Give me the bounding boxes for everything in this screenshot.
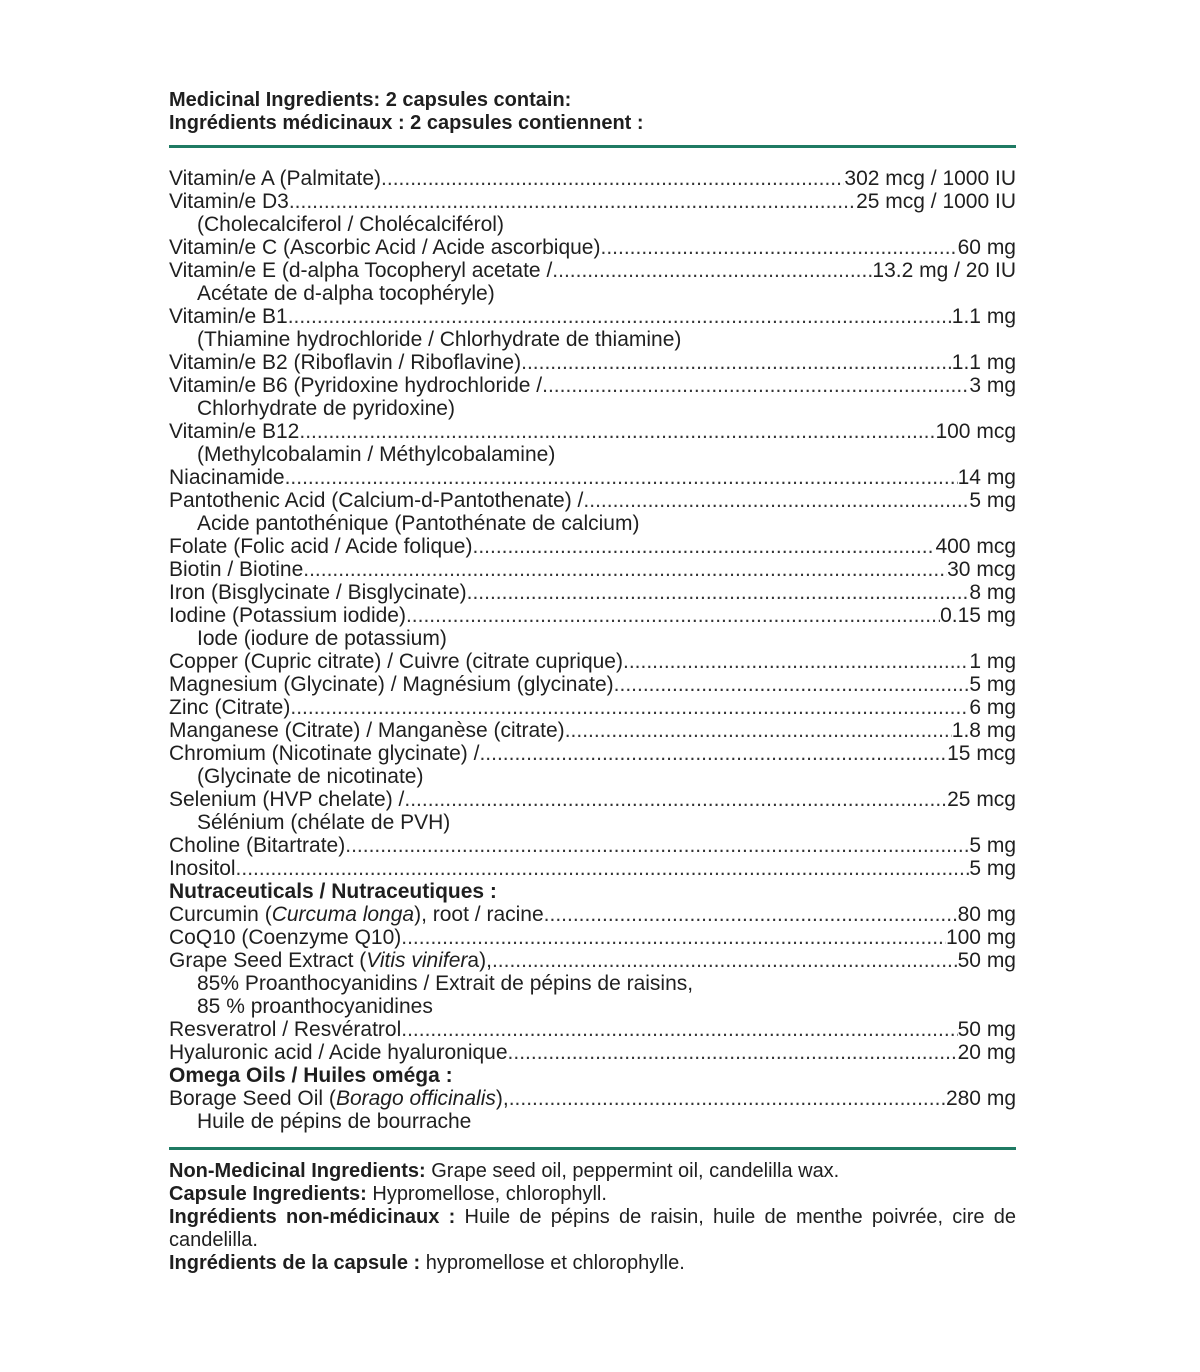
paragraph-label: Non-Medicinal Ingredients:: [169, 1160, 426, 1182]
dot-leader: [290, 696, 969, 719]
ingredient-name: Copper (Cupric citrate) / Cuivre (citrate cuprique): [169, 650, 623, 673]
ingredient-row: [169, 420, 1016, 443]
ingredient-row: [169, 466, 1016, 489]
paragraph-label: Ingrédients non-médicinaux :: [169, 1206, 456, 1228]
dot-leader: [583, 489, 969, 512]
ingredient-name: Vitamin/e E (d-alpha Tocopheryl acetate /: [169, 259, 553, 282]
paragraph-label: Capsule Ingredients:: [169, 1183, 367, 1205]
ingredient-amount: 1.1 mg: [951, 351, 1016, 374]
ingredient-subline: Acide pantothénique (Pantothénate de calcium): [197, 512, 640, 535]
ingredient-subline: Acétate de d-alpha tocophéryle): [197, 282, 495, 305]
ingredient-name: CoQ10 (Coenzyme Q10): [169, 926, 402, 949]
ingredient-row: [169, 489, 1016, 512]
ingredient-name: [169, 903, 544, 926]
dot-leader: [299, 420, 935, 443]
ingredient-row: [169, 167, 1016, 190]
ingredient-amount: 25 mcg / 1000 IU: [856, 190, 1016, 213]
ingredient-amount: 60 mg: [957, 236, 1016, 259]
ingredient-amount: 15 mcg: [947, 742, 1016, 765]
latin-name: Borago officinalis: [335, 1087, 496, 1110]
dot-leader: [552, 259, 872, 282]
ingredient-name: Inositol: [169, 857, 236, 880]
dot-leader: [467, 581, 970, 604]
ingredient-amount: 400 mcg: [935, 535, 1016, 558]
ingredient-name-part: ),: [495, 1087, 509, 1110]
ingredient-row: [169, 719, 1016, 742]
ingredient-amount: 14 mg: [957, 466, 1016, 489]
non-medicinal-paragraph: [169, 1206, 1016, 1252]
ingredient-subline: Sélénium (chélate de PVH): [197, 811, 451, 834]
ingredient-row: [169, 374, 1016, 397]
ingredient-row: [169, 190, 1016, 213]
ingredient-amount: 1 mg: [969, 650, 1016, 673]
dot-leader: [508, 1041, 958, 1064]
ingredient-name: Iron (Bisglycinate / Bisglycinate): [169, 581, 467, 604]
ingredient-subline: (Thiamine hydrochloride / Chlorhydrate de thiamine): [197, 328, 682, 351]
dot-leader: [236, 857, 970, 880]
ingredient-name: Iodine (Potassium iodide): [169, 604, 406, 627]
section-heading: Nutraceuticals / Nutraceutiques :: [169, 880, 497, 903]
ingredient-amount: 50 mg: [957, 1018, 1016, 1041]
paragraph-text: Huile de pépins de raisin, huile de menthe poivrée, cire de candelilla.: [169, 1206, 1016, 1251]
medicinal-ingredient-list: [169, 167, 1016, 1133]
ingredient-amount: 13.2 mg / 20 IU: [872, 259, 1016, 282]
ingredient-name: Folate (Folic acid / Acide folique): [169, 535, 473, 558]
ingredient-subline: Huile de pépins de bourrache: [197, 1110, 472, 1133]
ingredient-subline: (Methylcobalamin / Méthylcobalamine): [197, 443, 556, 466]
dot-leader: [600, 236, 957, 259]
dot-leader: [345, 834, 969, 857]
ingredient-amount: 100 mg: [945, 926, 1016, 949]
dot-leader: [479, 742, 947, 765]
ingredient-name: Manganese (Citrate) / Manganèse (citrate): [169, 719, 565, 742]
dot-leader: [509, 1087, 946, 1110]
ingredient-row: [169, 305, 1016, 328]
ingredient-row: [169, 650, 1016, 673]
ingredient-subline: Chlorhydrate de pyridoxine): [197, 397, 455, 420]
dot-leader: [289, 190, 856, 213]
dot-leader: [401, 1018, 957, 1041]
ingredient-name: [169, 949, 492, 972]
ingredients-panel: [169, 89, 1016, 1275]
header-french: Ingrédients médicinaux : 2 capsules contiennent :: [169, 112, 644, 134]
ingredient-row: [169, 903, 1016, 926]
ingredient-name: Vitamin/e C (Ascorbic Acid / Acide ascorbique): [169, 236, 601, 259]
ingredient-row: [169, 1018, 1016, 1041]
ingredient-name: Chromium (Nicotinate glycinate) /: [169, 742, 480, 765]
dot-leader: [303, 558, 947, 581]
ingredient-name-part: Curcumin (: [169, 903, 272, 926]
latin-name: Vitis vinifer: [366, 949, 468, 972]
dot-leader: [401, 926, 946, 949]
dot-leader: [565, 719, 952, 742]
top-divider: [169, 145, 1016, 148]
ingredient-subline: 85% Proanthocyanidins / Extrait de pépins de raisins,: [197, 972, 694, 995]
ingredient-name: Selenium (HVP chelate) /: [169, 788, 405, 811]
ingredient-amount: 302 mcg / 1000 IU: [844, 167, 1016, 190]
ingredient-name: Biotin / Biotine: [169, 558, 304, 581]
ingredient-row: [169, 535, 1016, 558]
ingredient-name-part: ), root / racine: [414, 903, 544, 926]
ingredient-row: [169, 857, 1016, 880]
dot-leader: [492, 949, 958, 972]
ingredient-subline: (Glycinate de nicotinate): [197, 765, 424, 788]
ingredient-name: Vitamin/e B6 (Pyridoxine hydrochloride /: [169, 374, 543, 397]
ingredient-amount: 5 mg: [969, 673, 1016, 696]
paragraph-text: hypromellose et chlorophylle.: [420, 1252, 685, 1274]
ingredient-name: Choline (Bitartrate): [169, 834, 346, 857]
dot-leader: [285, 466, 958, 489]
latin-name: Curcuma longa: [271, 903, 415, 926]
ingredient-row: [169, 926, 1016, 949]
paragraph-text: Hypromellose, chlorophyll.: [366, 1183, 607, 1205]
ingredient-row: [169, 696, 1016, 719]
non-medicinal-paragraph: [169, 1160, 1016, 1183]
dot-leader: [614, 673, 970, 696]
ingredient-amount: 6 mg: [969, 696, 1016, 719]
ingredient-name-part: Grape Seed Extract (: [169, 949, 367, 972]
ingredient-row: [169, 834, 1016, 857]
ingredient-name: Vitamin/e A (Palmitate): [169, 167, 382, 190]
ingredient-name: Vitamin/e B1: [169, 305, 288, 328]
ingredient-name: [169, 1087, 509, 1110]
ingredient-amount: 280 mg: [945, 1087, 1016, 1110]
ingredient-amount: 20 mg: [957, 1041, 1016, 1064]
ingredient-name-part: a),: [467, 949, 492, 972]
ingredient-name: Pantothenic Acid (Calcium-d-Pantothenate) /: [169, 489, 584, 512]
ingredient-amount: 5 mg: [969, 489, 1016, 512]
ingredient-row: [169, 259, 1016, 282]
non-medicinal-section: [169, 1160, 1016, 1275]
dot-leader: [544, 903, 958, 926]
ingredient-row: [169, 558, 1016, 581]
non-medicinal-paragraph: [169, 1183, 1016, 1206]
dot-leader: [472, 535, 935, 558]
dot-leader: [404, 788, 947, 811]
ingredient-name: Vitamin/e D3: [169, 190, 289, 213]
ingredient-subline: 85 % proanthocyanidines: [197, 995, 433, 1018]
ingredient-name: Hyaluronic acid / Acide hyaluronique: [169, 1041, 508, 1064]
ingredient-amount: 1.8 mg: [951, 719, 1016, 742]
ingredient-amount: 5 mg: [969, 857, 1016, 880]
paragraph-text: Grape seed oil, peppermint oil, candelilla wax.: [425, 1160, 840, 1182]
bottom-divider: [169, 1147, 1016, 1150]
ingredient-row: [169, 788, 1016, 811]
ingredient-row: [169, 236, 1016, 259]
dot-leader: [288, 305, 952, 328]
ingredient-row: [169, 949, 1016, 972]
ingredient-amount: 8 mg: [969, 581, 1016, 604]
ingredient-row: [169, 742, 1016, 765]
ingredient-row: [169, 673, 1016, 696]
ingredient-amount: 1.1 mg: [951, 305, 1016, 328]
ingredient-name-part: Borage Seed Oil (: [169, 1087, 336, 1110]
ingredient-row: [169, 604, 1016, 627]
ingredient-amount: 25 mcg: [947, 788, 1016, 811]
dot-leader: [521, 351, 952, 374]
ingredient-amount: 50 mg: [957, 949, 1016, 972]
non-medicinal-paragraph: [169, 1252, 1016, 1275]
ingredient-name: Magnesium (Glycinate) / Magnésium (glycinate): [169, 673, 614, 696]
ingredient-row: [169, 581, 1016, 604]
ingredient-name: Zinc (Citrate): [169, 696, 291, 719]
ingredient-name: Vitamin/e B2 (Riboflavin / Riboflavine): [169, 351, 522, 374]
ingredient-row: [169, 351, 1016, 374]
paragraph-label: Ingrédients de la capsule :: [169, 1252, 421, 1274]
dot-leader: [542, 374, 969, 397]
ingredient-name: Resveratrol / Resvératrol: [169, 1018, 402, 1041]
dot-leader: [406, 604, 940, 627]
ingredient-row: [169, 1087, 1016, 1110]
dot-leader: [623, 650, 969, 673]
header-english: Medicinal Ingredients: 2 capsules contain:: [169, 89, 572, 111]
ingredient-subline: Iode (iodure de potassium): [197, 627, 447, 650]
ingredient-name: Niacinamide: [169, 466, 285, 489]
ingredient-amount: 100 mcg: [935, 420, 1016, 443]
ingredient-amount: 80 mg: [957, 903, 1016, 926]
section-heading: Omega Oils / Huiles oméga :: [169, 1064, 453, 1087]
ingredient-amount: 0.15 mg: [940, 604, 1016, 627]
ingredient-amount: 3 mg: [969, 374, 1016, 397]
dot-leader: [381, 167, 844, 190]
ingredient-name: Vitamin/e B12: [169, 420, 300, 443]
ingredient-row: [169, 1041, 1016, 1064]
ingredient-amount: 5 mg: [969, 834, 1016, 857]
ingredient-amount: 30 mcg: [947, 558, 1016, 581]
ingredient-subline: (Cholecalciferol / Cholécalciférol): [197, 213, 504, 236]
